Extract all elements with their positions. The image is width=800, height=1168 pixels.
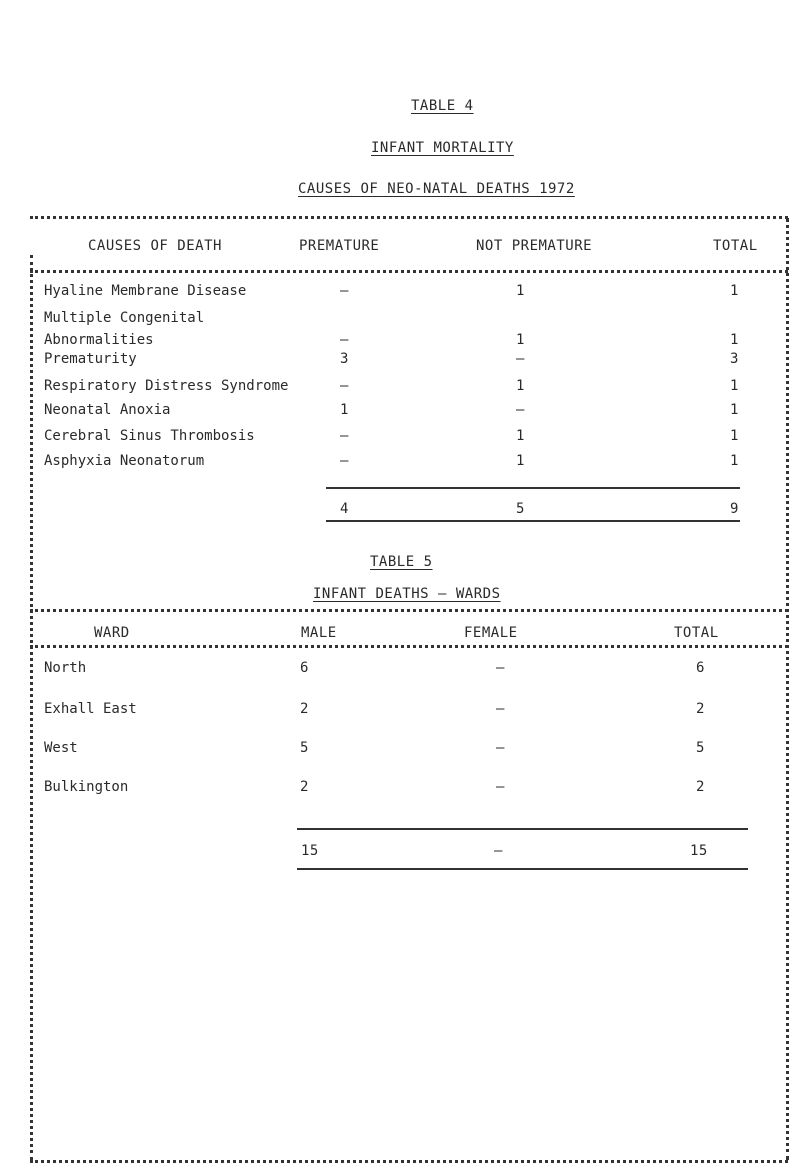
- total-value: 1: [730, 283, 739, 299]
- not-premature-value: 1: [516, 453, 525, 469]
- not-premature-value: 1: [516, 428, 525, 444]
- header-female: FEMALE: [464, 625, 518, 641]
- table-top-dotted-border: [30, 216, 788, 219]
- female-value: –: [496, 740, 505, 756]
- total-value: 1: [730, 332, 739, 348]
- table-row: [0, 453, 800, 475]
- premature-value: –: [340, 332, 349, 348]
- ward-total-value: 5: [696, 740, 705, 756]
- not-premature-value: 1: [516, 378, 525, 394]
- premature-value: –: [340, 283, 349, 299]
- female-value: –: [496, 701, 505, 717]
- header-divider-dotted: [30, 270, 788, 273]
- total-male: 15: [301, 843, 319, 859]
- header-male: MALE: [301, 625, 337, 641]
- table-row: [0, 660, 800, 682]
- table5-header-divider-dotted: [30, 645, 788, 648]
- premature-value: 3: [340, 351, 349, 367]
- cause-label: Neonatal Anoxia: [44, 402, 171, 418]
- header-causes-of-death: CAUSES OF DEATH: [88, 238, 222, 254]
- header-ward-total: TOTAL: [674, 625, 719, 641]
- cause-label: Abnormalities: [44, 332, 154, 348]
- table5-subtitle: INFANT DEATHS – WARDS: [313, 586, 501, 602]
- total-ward-total: 15: [690, 843, 708, 859]
- table5-top-dotted-border: [30, 609, 788, 612]
- total-not-premature: 5: [516, 501, 525, 517]
- table-row: [0, 283, 800, 305]
- total-value: 1: [730, 402, 739, 418]
- cause-label: Prematurity: [44, 351, 137, 367]
- table-row: [0, 378, 800, 400]
- cause-label: Multiple Congenital: [44, 310, 205, 326]
- female-value: –: [496, 779, 505, 795]
- premature-value: –: [340, 428, 349, 444]
- total-value: 1: [730, 453, 739, 469]
- totals-top-rule: [326, 487, 740, 489]
- ward-total-value: 2: [696, 701, 705, 717]
- ward-label: Bulkington: [44, 779, 129, 795]
- table-bottom-dotted-border: [30, 1160, 788, 1163]
- total-premature: 4: [340, 501, 349, 517]
- table-row: [0, 779, 800, 801]
- table-row: [0, 740, 800, 762]
- header-ward: WARD: [94, 625, 130, 641]
- female-value: –: [496, 660, 505, 676]
- totals-bottom-rule: [326, 520, 740, 522]
- table4-title: TABLE 4: [411, 98, 474, 114]
- table5-totals-bottom-rule: [297, 868, 748, 870]
- table-row: [0, 428, 800, 450]
- ward-label: North: [44, 660, 87, 676]
- total-value: 1: [730, 428, 739, 444]
- total-value: 1: [730, 378, 739, 394]
- table4-caption: CAUSES OF NEO-NATAL DEATHS 1972: [298, 181, 575, 197]
- male-value: 5: [300, 740, 309, 756]
- not-premature-value: –: [516, 351, 525, 367]
- cause-label: Asphyxia Neonatorum: [44, 453, 205, 469]
- table-row: [0, 701, 800, 723]
- not-premature-value: 1: [516, 332, 525, 348]
- premature-value: –: [340, 378, 349, 394]
- not-premature-value: 1: [516, 283, 525, 299]
- table5-totals-top-rule: [297, 828, 748, 830]
- total-overall: 9: [730, 501, 739, 517]
- table-row: [0, 310, 800, 332]
- table4-subtitle: INFANT MORTALITY: [371, 140, 514, 156]
- premature-value: –: [340, 453, 349, 469]
- ward-label: West: [44, 740, 78, 756]
- total-value: 3: [730, 351, 739, 367]
- cause-label: Hyaline Membrane Disease: [44, 283, 247, 299]
- male-value: 2: [300, 779, 309, 795]
- not-premature-value: –: [516, 402, 525, 418]
- header-premature: PREMATURE: [299, 238, 380, 254]
- cause-label: Respiratory Distress Syndrome: [44, 378, 289, 394]
- cause-label: Cerebral Sinus Thrombosis: [44, 428, 255, 444]
- table-row: [0, 351, 800, 373]
- ward-total-value: 6: [696, 660, 705, 676]
- table5-title: TABLE 5: [370, 554, 433, 570]
- ward-total-value: 2: [696, 779, 705, 795]
- male-value: 6: [300, 660, 309, 676]
- male-value: 2: [300, 701, 309, 717]
- table-row: [0, 402, 800, 424]
- header-not-premature: NOT PREMATURE: [476, 238, 593, 254]
- ward-label: Exhall East: [44, 701, 137, 717]
- premature-value: 1: [340, 402, 349, 418]
- total-female: –: [494, 843, 503, 859]
- header-total: TOTAL: [713, 238, 758, 254]
